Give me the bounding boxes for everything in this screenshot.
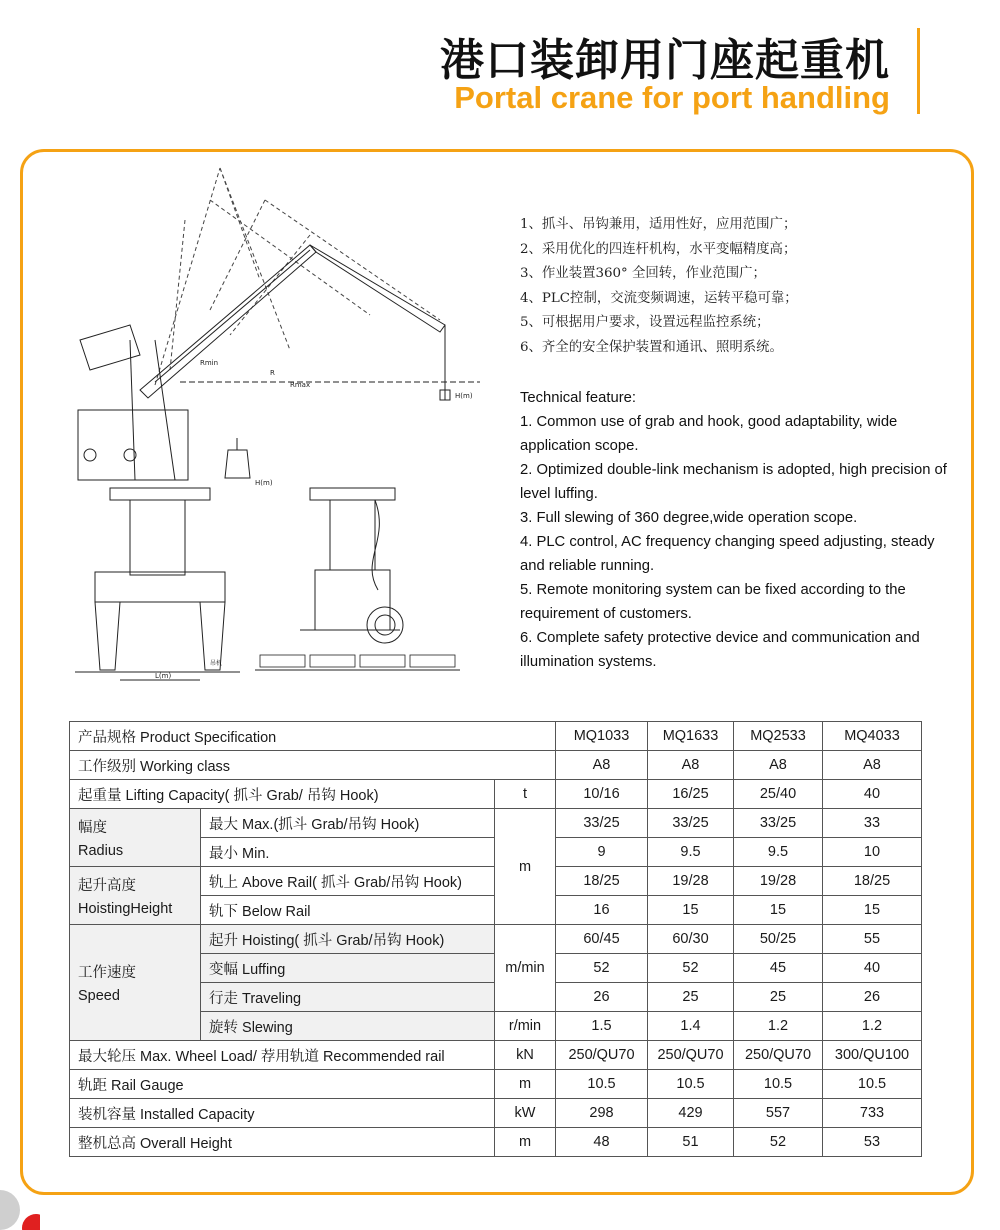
value-cell: 15 bbox=[823, 896, 922, 925]
table-row bbox=[70, 809, 922, 838]
value-cell: A8 bbox=[556, 751, 648, 780]
svg-text:H(m): H(m) bbox=[255, 479, 273, 487]
row-label: 行走 Traveling bbox=[201, 983, 495, 1012]
row-label: 最大 Max.(抓斗 Grab/吊钩 Hook) bbox=[201, 809, 495, 838]
value-cell: 733 bbox=[823, 1099, 922, 1128]
value-cell: 25/40 bbox=[734, 780, 823, 809]
group-speed-en: Speed bbox=[78, 988, 120, 1004]
page-title-en: Portal crane for port handling bbox=[454, 80, 890, 115]
value-cell: 9 bbox=[556, 838, 648, 867]
value-cell: 429 bbox=[648, 1099, 734, 1128]
value-cell: 250/QU70 bbox=[648, 1041, 734, 1070]
group-speed bbox=[70, 925, 201, 1041]
row-label: 旋转 Slewing bbox=[201, 1012, 495, 1041]
row-label: 轨上 Above Rail( 抓斗 Grab/吊钩 Hook) bbox=[201, 867, 495, 896]
table-row bbox=[70, 1099, 922, 1128]
table-row bbox=[70, 722, 922, 751]
value-cell: 557 bbox=[734, 1099, 823, 1128]
value-cell: 10/16 bbox=[556, 780, 648, 809]
value-cell: A8 bbox=[648, 751, 734, 780]
row-label: 工作级别 Working class bbox=[70, 751, 556, 780]
group-radius-cn: 幅度 bbox=[78, 820, 107, 836]
feature-en-5: 5. Remote monitoring system can be fixed according to the requirement of customers. bbox=[520, 582, 906, 622]
unit-cell: m bbox=[495, 1128, 556, 1157]
feature-cn-4: 4、PLC控制，交流变频调速，运转平稳可靠； bbox=[520, 290, 798, 306]
value-cell: 250/QU70 bbox=[556, 1041, 648, 1070]
value-cell: 45 bbox=[734, 954, 823, 983]
value-cell: 10.5 bbox=[734, 1070, 823, 1099]
unit-cell: m/min bbox=[495, 925, 556, 1012]
value-cell: A8 bbox=[734, 751, 823, 780]
value-cell: 1.2 bbox=[734, 1012, 823, 1041]
feature-cn-1: 1、抓斗、吊钩兼用，适用性好，应用范围广； bbox=[520, 217, 797, 232]
feature-cn-3: 3、作业装置360° 全回转，作业范围广； bbox=[520, 266, 766, 281]
row-label: 起升 Hoisting( 抓斗 Grab/吊钩 Hook) bbox=[201, 925, 495, 954]
value-cell: 52 bbox=[648, 954, 734, 983]
svg-text:H(m): H(m) bbox=[455, 392, 473, 400]
features-en-heading: Technical feature: bbox=[520, 390, 636, 406]
group-hoisting-height bbox=[70, 867, 201, 925]
table-row bbox=[70, 1041, 922, 1070]
feature-cn-5: 5、可根据用户要求，设置远程监控系统； bbox=[520, 315, 770, 330]
unit-cell: m bbox=[495, 809, 556, 925]
group-hoisting-height-cn: 起升高度 bbox=[78, 878, 136, 894]
value-cell: 33/25 bbox=[556, 809, 648, 838]
value-cell: 9.5 bbox=[734, 838, 823, 867]
value-cell: 298 bbox=[556, 1099, 648, 1128]
feature-cn-2: 2、采用优化的四连杆机构，水平变幅精度高； bbox=[520, 241, 797, 257]
unit-cell: t bbox=[495, 780, 556, 809]
title-accent-bar bbox=[917, 28, 920, 114]
group-hoisting-height-en: HoistingHeight bbox=[78, 901, 173, 917]
row-label: 整机总高 Overall Height bbox=[70, 1128, 495, 1157]
row-label: 起重量 Lifting Capacity( 抓斗 Grab/ 吊钩 Hook) bbox=[70, 780, 495, 809]
value-cell: 52 bbox=[556, 954, 648, 983]
feature-en-3: 3. Full slewing of 360 degree,wide operation scope. bbox=[520, 510, 858, 526]
unit-cell: kN bbox=[495, 1041, 556, 1070]
group-radius-en: Radius bbox=[78, 843, 124, 859]
model-cell: MQ1633 bbox=[648, 722, 734, 751]
value-cell: 18/25 bbox=[823, 867, 922, 896]
value-cell: 250/QU70 bbox=[734, 1041, 823, 1070]
corner-decoration bbox=[0, 1170, 40, 1230]
unit-cell: r/min bbox=[495, 1012, 556, 1041]
value-cell: 16 bbox=[556, 896, 648, 925]
group-radius bbox=[70, 809, 201, 867]
value-cell: 18/25 bbox=[556, 867, 648, 896]
value-cell: 15 bbox=[648, 896, 734, 925]
feature-en-4: 4. PLC control, AC frequency changing speed adjusting, steady and reliable running. bbox=[520, 534, 935, 574]
row-label: 轨下 Below Rail bbox=[201, 896, 495, 925]
features-panel bbox=[520, 213, 950, 674]
model-cell: MQ4033 bbox=[823, 722, 922, 751]
value-cell: 10.5 bbox=[823, 1070, 922, 1099]
value-cell: 10.5 bbox=[648, 1070, 734, 1099]
value-cell: 1.4 bbox=[648, 1012, 734, 1041]
value-cell: 15 bbox=[734, 896, 823, 925]
features-en bbox=[520, 386, 950, 674]
value-cell: 33 bbox=[823, 809, 922, 838]
feature-en-1: 1. Common use of grab and hook, good adaptability, wide application scope. bbox=[520, 414, 898, 454]
table-row bbox=[70, 1070, 922, 1099]
group-speed-cn: 工作速度 bbox=[78, 965, 136, 981]
value-cell: 26 bbox=[556, 983, 648, 1012]
row-label: 装机容量 Installed Capacity bbox=[70, 1099, 495, 1128]
value-cell: 48 bbox=[556, 1128, 648, 1157]
value-cell: 300/QU100 bbox=[823, 1041, 922, 1070]
value-cell: 33/25 bbox=[734, 809, 823, 838]
value-cell: 50/25 bbox=[734, 925, 823, 954]
table-row bbox=[70, 780, 922, 809]
row-label: 轨距 Rail Gauge bbox=[70, 1070, 495, 1099]
value-cell: 1.2 bbox=[823, 1012, 922, 1041]
value-cell: 16/25 bbox=[648, 780, 734, 809]
svg-text:吊机: 吊机 bbox=[210, 660, 223, 667]
value-cell: 25 bbox=[734, 983, 823, 1012]
value-cell: 51 bbox=[648, 1128, 734, 1157]
page-title-cn: 港口装卸用门座起重机 bbox=[440, 35, 890, 86]
value-cell: 10.5 bbox=[556, 1070, 648, 1099]
spec-header-label: 产品规格 Product Specification bbox=[70, 722, 556, 751]
feature-cn-6: 6、齐全的安全保护装置和通讯、照明系统。 bbox=[520, 339, 783, 355]
table-row bbox=[70, 751, 922, 780]
value-cell: 1.5 bbox=[556, 1012, 648, 1041]
value-cell: 25 bbox=[648, 983, 734, 1012]
value-cell: 40 bbox=[823, 954, 922, 983]
value-cell: 60/45 bbox=[556, 925, 648, 954]
value-cell: 19/28 bbox=[734, 867, 823, 896]
value-cell: 52 bbox=[734, 1128, 823, 1157]
crane-drawing bbox=[60, 160, 500, 690]
value-cell: 53 bbox=[823, 1128, 922, 1157]
row-label: 最小 Min. bbox=[201, 838, 495, 867]
feature-en-2: 2. Optimized double-link mechanism is adopted, high precision of level luffing. bbox=[520, 462, 947, 502]
svg-text:Rmax: Rmax bbox=[290, 381, 311, 389]
model-cell: MQ2533 bbox=[734, 722, 823, 751]
row-label: 变幅 Luffing bbox=[201, 954, 495, 983]
unit-cell: kW bbox=[495, 1099, 556, 1128]
feature-en-6: 6. Complete safety protective device and communication and illumination systems. bbox=[520, 630, 920, 670]
svg-text:Rmin: Rmin bbox=[200, 359, 219, 367]
unit-cell: m bbox=[495, 1070, 556, 1099]
table-row bbox=[70, 925, 922, 954]
spec-table bbox=[69, 721, 922, 1157]
model-cell: MQ1033 bbox=[556, 722, 648, 751]
value-cell: 26 bbox=[823, 983, 922, 1012]
value-cell: 19/28 bbox=[648, 867, 734, 896]
value-cell: A8 bbox=[823, 751, 922, 780]
row-label: 最大轮压 Max. Wheel Load/ 荐用轨道 Recommended rail bbox=[70, 1041, 495, 1070]
svg-text:R: R bbox=[270, 369, 275, 377]
table-row bbox=[70, 1128, 922, 1157]
value-cell: 33/25 bbox=[648, 809, 734, 838]
value-cell: 60/30 bbox=[648, 925, 734, 954]
value-cell: 9.5 bbox=[648, 838, 734, 867]
value-cell: 55 bbox=[823, 925, 922, 954]
value-cell: 40 bbox=[823, 780, 922, 809]
svg-text:L(m): L(m) bbox=[155, 672, 172, 680]
value-cell: 10 bbox=[823, 838, 922, 867]
